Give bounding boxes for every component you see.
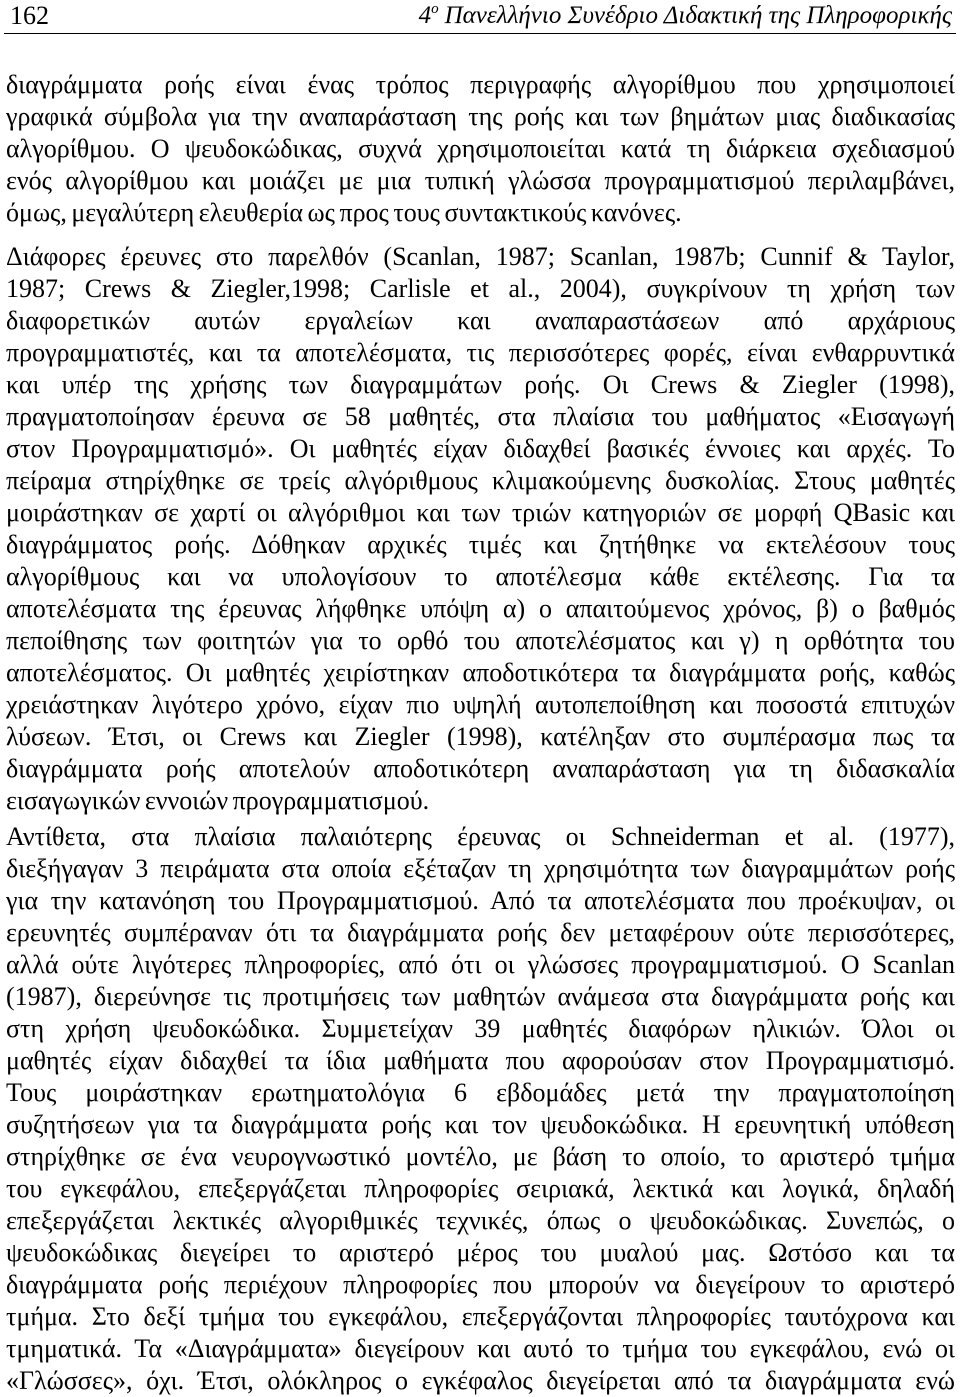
text-line: Διάφορες έρευνες στο παρελθόν (Scanlan, 1987; Scanlan, 1987b; Cunnif & Taylor,	[6, 242, 955, 271]
text-line: ενός αλγορίθμου και μοιάζει με μια τυπική γλώσσα προγραμματισμού περιλαμβάνει,	[6, 166, 955, 195]
text-line: επεξεργάζεται λεκτικές αλγοριθμικές τεχνικές, όπως ο ψευδοκώδικας. Συνεπώς, ο	[6, 1206, 955, 1235]
text-line: Αντίθετα, στα πλαίσια παλαιότερης έρευνας οι Schneiderman et al. (1977),	[6, 822, 955, 851]
paragraph-2	[6, 241, 955, 817]
text-line: πεποίθησης των φοιτητών για το ορθό του αποτελέσματος και γ) η ορθότητα του	[6, 626, 955, 655]
text-line: πείραμα στηρίχθηκε σε τρείς αλγόριθμους κλιμακούμενης δυσκολίας. Στους μαθητές	[6, 466, 955, 495]
text-line: συζητήσεων για τα διαγράμματα ροής και τον ψευδοκώδικα. Η ερευνητική υπόθεση	[6, 1110, 955, 1139]
text-line: διαγράμματα ροής περιέχουν πληροφορίες που μπορούν να διεγείρουν το αριστερό	[6, 1270, 955, 1299]
text-line: αλλά ούτε λιγότερες πληροφορίες, από ότι οι γλώσσες προγραμματισμού. Ο Scanlan	[6, 950, 955, 979]
text-line: αλγορίθμου. Ο ψευδοκώδικας, συχνά χρησιμοποιείται κατά τη διάρκεια σχεδιασμού	[6, 134, 955, 163]
text-line: χρειάστηκαν λιγότερο χρόνο, είχαν πιο υψηλή αυτοπεποίθηση και ποσοστά επιτυχών	[6, 690, 955, 719]
text-line: ερευνητές συμπέραναν ότι τα διαγράμματα ροής δεν μεταφέρουν ούτε περισσότερες,	[6, 918, 955, 947]
text-line: στον Προγραμματισμό». Οι μαθητές είχαν διδαχθεί βασικές έννοιες και αρχές. Το	[6, 434, 955, 463]
text-line: εισαγωγικών εννοιών προγραμματισμού.	[6, 786, 430, 815]
text-line: στηρίχθηκε σε ένα νευρογνωστικό μοντέλο, με βάση το οποίο, το αριστερό τμήμα	[6, 1142, 955, 1171]
text-line: τμήμα. Στο δεξί τμήμα του εγκεφάλου, επεξεργάζονται πληροφορίες ταυτόχρονα και	[6, 1302, 955, 1331]
text-line: και υπέρ της χρήσης των διαγραμμάτων ροής. Οι Crews & Ziegler (1998),	[6, 370, 955, 399]
text-line: ψευδοκώδικας διεγείρει το αριστερό μέρος του μυαλού μας. Ωστόσο και τα	[6, 1238, 955, 1267]
text-line: αποτελέσματα της έρευνας λήφθηκε υπόψη α) ο απαιτούμενος χρόνος, β) ο βαθμός	[6, 594, 955, 623]
text-line: του εγκεφάλου, επεξεργάζεται πληροφορίες σειριακά, λεκτικά και λογικά, δηλαδή	[6, 1174, 955, 1203]
conference-title-text: Πανελλήνιο Συνέδριο Διδακτική της Πληροφορικής	[444, 2, 952, 29]
conference-ordinal-suffix: ο	[431, 1, 439, 17]
running-header	[4, 0, 956, 34]
text-line: για την κατανόηση του Προγραμματισμού. Από τα αποτελέσματα που προέκυψαν, οι	[6, 886, 955, 915]
text-line: όμως, μεγαλύτερη ελευθερία ως προς τους συντακτικούς κανόνες.	[6, 198, 682, 227]
text-line: πραγματοποίησαν έρευνα σε 58 μαθητές, στα πλαίσια του μαθήματος «Εισαγωγή	[6, 402, 955, 431]
conference-title	[419, 0, 952, 35]
text-line: (1987), διερεύνησε τις προτιμήσεις των μαθητών ανάμεσα στα διαγράμματα ροής και	[6, 982, 955, 1011]
text-line: 1987; Crews & Ziegler,1998; Carlisle et al., 2004), συγκρίνουν τη χρήση των	[6, 274, 955, 303]
text-line: διαφορετικών αυτών εργαλείων και αναπαραστάσεων από αρχάριους	[6, 306, 955, 335]
text-line: λύσεων. Έτσι, οι Crews και Ziegler (1998), κατέληξαν στο συμπέρασμα πως τα	[6, 722, 955, 751]
text-line: προγραμματιστές, και τα αποτελέσματα, τις περισσότερες φορές, είναι ενθαρρυντικά	[6, 338, 955, 367]
paragraph-3	[6, 821, 955, 1397]
text-line: διαγράμματα ροής είναι ένας τρόπος περιγραφής αλγορίθμου που χρησιμοποιεί	[6, 70, 955, 99]
text-line: τμηματικά. Τα «Διαγράμματα» διεγείρουν και αυτό το τμήμα του εγκεφάλου, ενώ οι	[6, 1334, 955, 1363]
text-line: «Γλώσσες», όχι. Έτσι, ολόκληρος ο εγκέφαλος διεγείρεται από τα διαγράμματα ενώ	[6, 1366, 955, 1395]
text-line: μοιράστηκαν σε χαρτί οι αλγόριθμοι και των τριών κατηγοριών σε μορφή QBasic και	[6, 498, 955, 527]
paragraph-1	[6, 69, 955, 229]
text-line: διαγράμματα ροής αποτελούν αποδοτικότερη αναπαράσταση για τη διδασκαλία	[6, 754, 955, 783]
text-line: μαθητές είχαν διδαχθεί τα ίδια μαθήματα που αφορούσαν στον Προγραμματισμό.	[6, 1046, 955, 1075]
conference-ordinal: 4	[418, 2, 432, 29]
text-line: αποτελέσματος. Οι μαθητές χειρίστηκαν αποδοτικότερα τα διαγράμματα ροής, καθώς	[6, 658, 955, 687]
text-line: διαγράμματος ροής. Δόθηκαν αρχικές τιμές και ζητήθηκε να εκτελέσουν τους	[6, 530, 955, 559]
text-line: Τους μοιράστηκαν ερωτηματολόγια 6 εβδομάδες μετά την πραγματοποίηση	[6, 1078, 955, 1107]
text-line: γραφικά σύμβολα για την αναπαράσταση της ροής και των βημάτων μιας διαδικασίας	[6, 102, 955, 131]
page-number: 162	[10, 1, 49, 30]
text-line: στη χρήση ψευδοκώδικα. Συμμετείχαν 39 μαθητές διαφόρων ηλικιών. Όλοι οι	[6, 1014, 955, 1043]
text-line: αλγορίθμους και να υπολογίσουν το αποτέλεσμα κάθε εκτέλεσης. Για τα	[6, 562, 955, 591]
text-line: διεξήγαγαν 3 πειράματα στα οποία εξέταζαν τη χρησιμότητα των διαγραμμάτων ροής	[6, 854, 955, 883]
